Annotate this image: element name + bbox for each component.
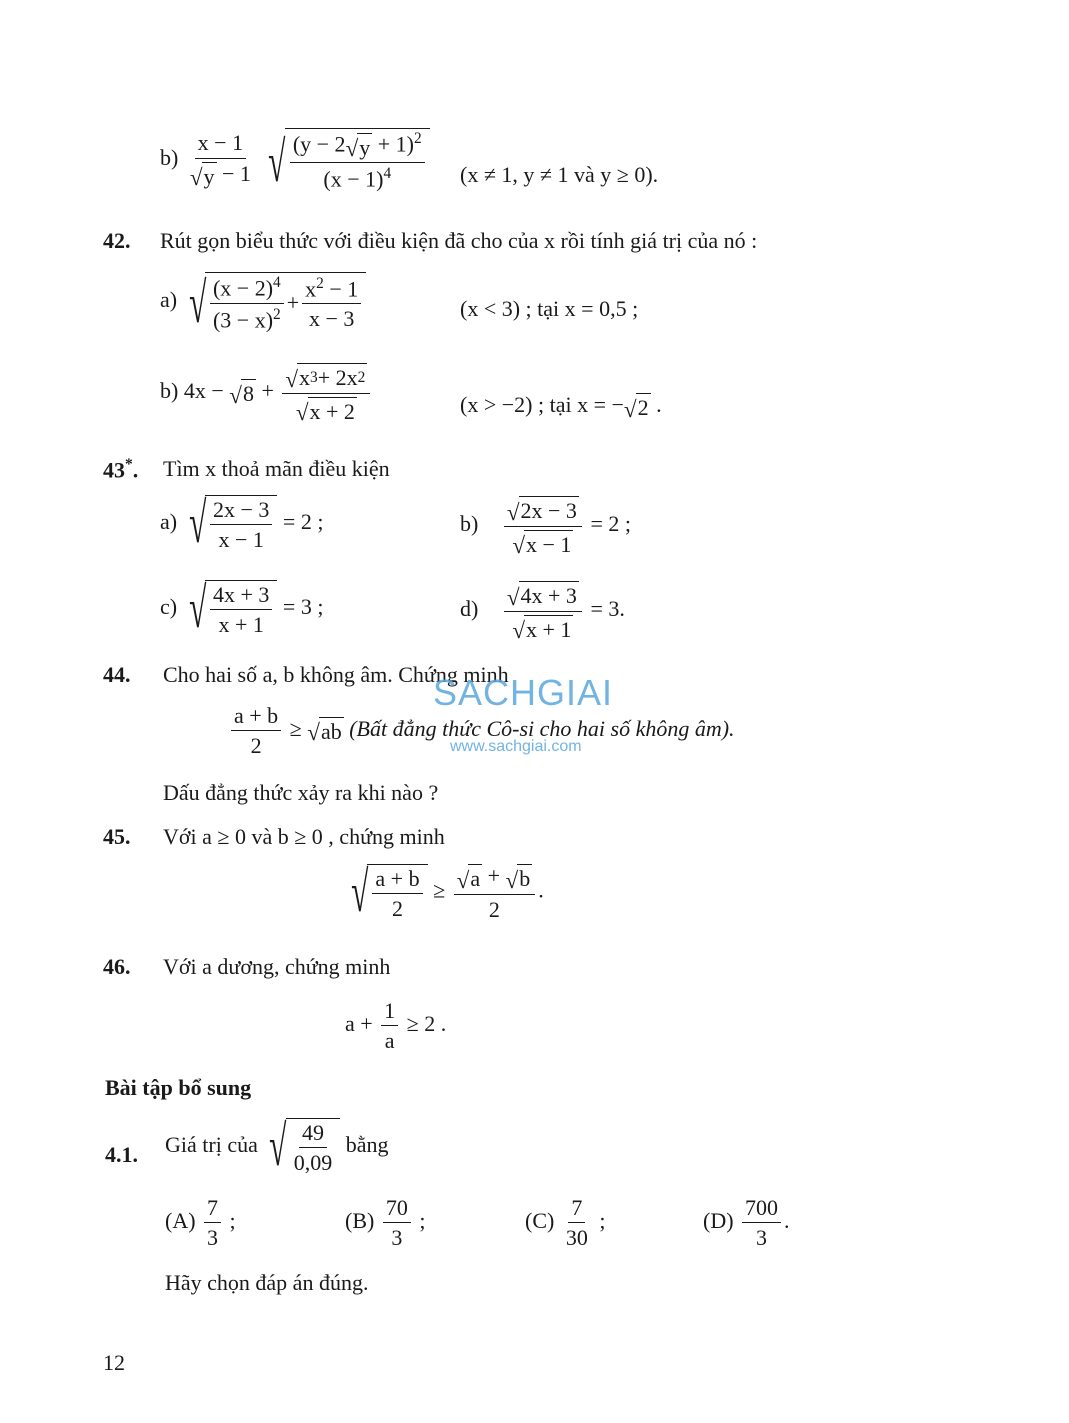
radical: √ $\frac{2x - 3}{x - 1}$ — [183, 495, 278, 553]
fraction: $\frac{7}{30}$ — [565, 1195, 588, 1251]
exercise-number: 4.1. — [105, 1142, 138, 1167]
fraction: $\frac{x^2 - 1}{x - 3}$ — [302, 275, 361, 332]
exercise-text: Tìm x thoả mãn điều kiện — [163, 456, 390, 481]
exercise-number: 43*. — [103, 456, 139, 483]
fraction — [504, 495, 582, 557]
exercise-number: 45. — [103, 824, 131, 849]
fraction: $\frac{1}{a}$ — [381, 998, 398, 1054]
radical: √ $\frac{(x - 2)^4}{(3 - x)^2}$ + $\frac{x^2 - 1}{x - 3}$ — [183, 272, 367, 332]
radical: √ $\frac{4x + 3}{x + 1}$ — [183, 580, 278, 638]
radical: √ x − 1 — [512, 531, 572, 559]
exercise-number: 44. — [103, 662, 131, 687]
exercise-43b: b) √ 2x − 3 √ x − 1 = 2 ; — [460, 495, 631, 557]
fraction: $\frac{7}{3}$ — [204, 1195, 221, 1251]
radical: √ 8 — [229, 381, 254, 408]
exercise-43a: a) √ $\frac{2x - 3}{x - 1}$ = 2 ; — [160, 492, 324, 556]
fraction: $\frac{4x + 3}{x + 1}$ — [210, 582, 272, 638]
fraction: √ a + √ b 2 — [454, 863, 536, 922]
radical: √ (y − 2 √ y + 1)$^2$ $(x - 1)^4$ — [262, 128, 429, 192]
radical: √ x + 1 — [512, 616, 572, 644]
radical: √ $\frac{49}{0,09}$ — [263, 1118, 340, 1176]
exercise-41b — [160, 128, 430, 195]
section-heading: Bài tập bổ sung — [105, 1075, 252, 1100]
fraction: $\frac{a + b}{2}$ — [372, 866, 422, 922]
radical: √ ab — [307, 719, 342, 746]
fraction: $\frac{700}{3}$ — [742, 1195, 781, 1251]
radical: √ y — [189, 163, 215, 191]
exercise-text: Rút gọn biểu thức với điều kiện đã cho của x rồi tính giá trị của nó : — [160, 228, 758, 253]
item-label: b) — [160, 144, 179, 170]
instruction-text: Hãy chọn đáp án đúng. — [165, 1270, 369, 1295]
condition-text: (x < 3) ; tại x = 0,5 ; — [460, 296, 639, 321]
fraction — [504, 580, 582, 642]
exercise-43d: d) √ 4x + 3 √ x + 1 = 3. — [460, 580, 625, 642]
radical: √ a — [456, 866, 481, 893]
fraction: $\frac{2x - 3}{x - 1}$ — [210, 497, 272, 553]
watermark-url: www.sachgiai.com — [450, 738, 582, 755]
page-number: 12 — [103, 1350, 125, 1375]
exercise-number: 46. — [103, 954, 131, 979]
radical: √ 2x − 3 — [506, 498, 577, 525]
fraction: $\frac{(x - 2)^4}{(3 - x)^2}$ — [210, 274, 284, 332]
radical: √ 2 — [623, 395, 649, 422]
radical: √ x + 2 — [295, 398, 355, 426]
radical: √ $\frac{a + b}{2}$ — [345, 864, 428, 922]
radical: √ b — [505, 866, 531, 893]
condition-text: (x > −2) ; tại x = − √ 2 . — [460, 392, 662, 422]
fraction: $\frac{49}{0,09}$ — [293, 1120, 333, 1176]
exercise-number: 42. — [103, 228, 131, 253]
fraction — [282, 362, 370, 424]
cauchy-inequality: $\frac{a + b}{2}$ ≥ √ ab (Bất đẳng thức Cô-si cho hai số không âm). — [228, 703, 735, 759]
exercise-text: Với a ≥ 0 và b ≥ 0 , chứng minh — [163, 824, 445, 849]
option-a[interactable]: (A) $\frac{7}{3}$ ; — [165, 1195, 236, 1251]
option-b[interactable]: (B) $\frac{70}{3}$ ; — [345, 1195, 426, 1251]
fraction: $\frac{a + b}{2}$ — [231, 703, 281, 759]
exercise-question: Dấu đẳng thức xảy ra khi nào ? — [163, 780, 439, 805]
fraction: (y − 2 √ y + 1)$^2$ $(x - 1)^4$ — [290, 130, 425, 192]
exercise-42a: a) √ $\frac{(x - 2)^4}{(3 - x)^2}$ + $\frac{x^2 - 1}{x - 3}$ — [160, 272, 366, 332]
radical: √ 4x + 3 — [506, 583, 577, 610]
inequality-formula: a + $\frac{1}{a}$ ≥ 2 . — [345, 998, 447, 1054]
exercise-43c: c) √ $\frac{4x + 3}{x + 1}$ = 3 ; — [160, 577, 324, 641]
exercise-text: Cho hai số a, b không âm. Chứng minh — [163, 662, 509, 687]
radical: √ x 3 + 2x 2 — [285, 365, 366, 392]
condition-text: (x ≠ 1, y ≠ 1 và y ≥ 0). — [460, 162, 659, 187]
fraction: x − 1 √ y − 1 — [189, 130, 251, 191]
option-c[interactable]: (C) $\frac{7}{30}$ ; — [525, 1195, 606, 1251]
exercise-text: Với a dương, chứng minh — [163, 954, 391, 979]
option-d[interactable]: (D) $\frac{700}{3}$ . — [703, 1195, 790, 1251]
exercise-42b: b) 4x − √ 8 + √ x 3 + 2x 2 √ x + 2 — [160, 362, 373, 424]
inequality-formula: √ $\frac{a + b}{2}$ ≥ √ a + √ b 2 . — [345, 863, 544, 922]
watermark-logo: SACHGIAI — [433, 672, 614, 713]
fraction: $\frac{70}{3}$ — [383, 1195, 411, 1251]
exercise-4-1-stem: Giá trị của √ $\frac{49}{0,09}$ bằng — [165, 1115, 389, 1179]
